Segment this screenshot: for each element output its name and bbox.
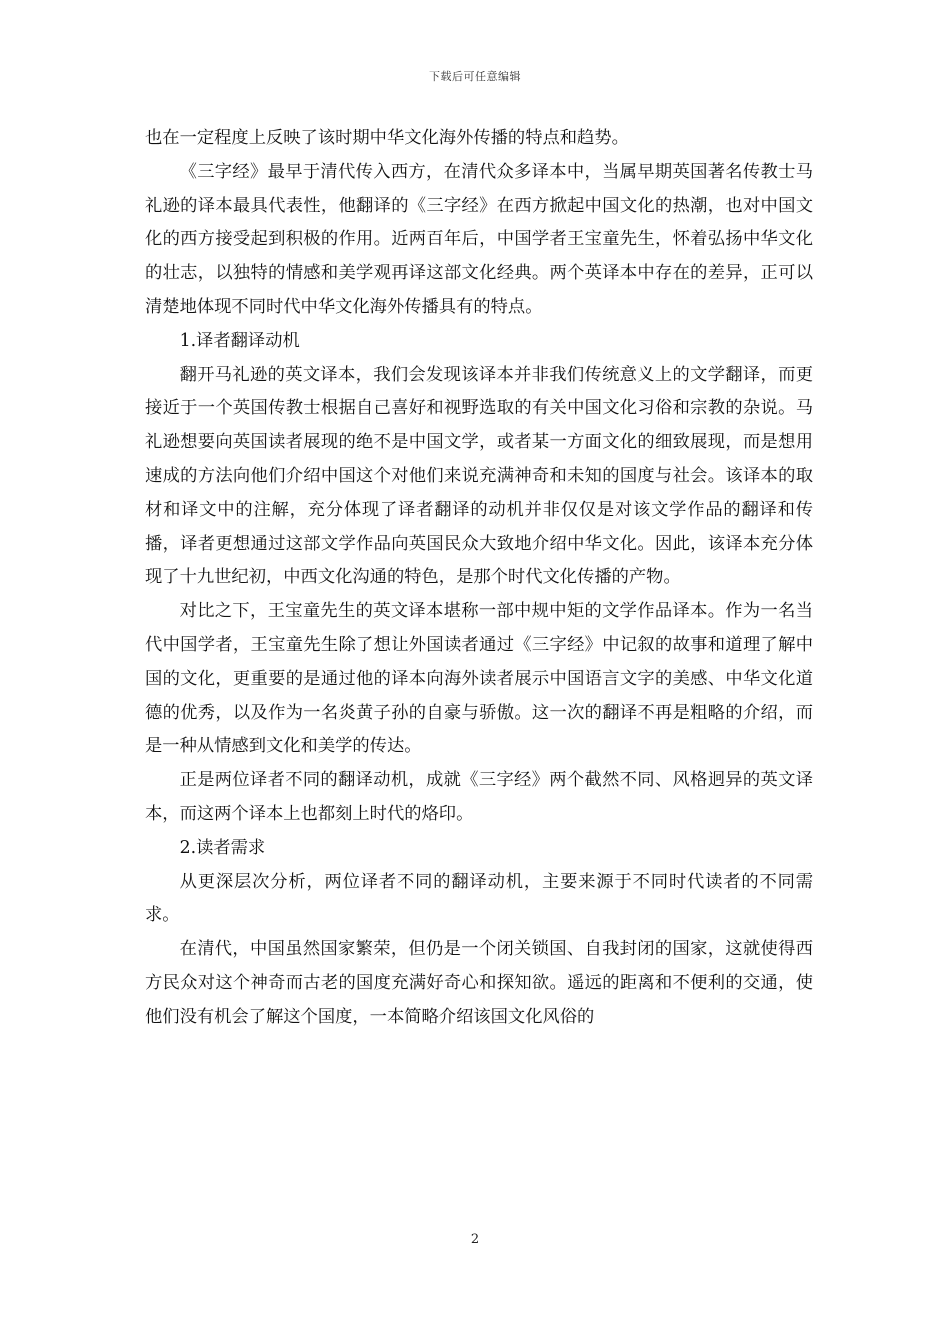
paragraph-intro: 《三字经》最早于清代传入西方，在清代众多译本中，当属早期英国著名传教士马礼逊的译本最具代表性，他翻译的《三字经》在西方掀起中国文化的热潮，也对中国文化的西方接受起到积极的作用。近两百年后，中国学者王宝童先生，怀着弘扬中华文化的壮志，以独特的情感和美学观再译这部文化经典。两个英译本中存在的差异，正可以清楚地体现不同时代中华文化海外传播具有的特点。 [145,161,813,317]
paragraph-reader-needs: 从更深层次分析，两位译者不同的翻译动机，主要来源于不同时代读者的不同需求。 [145,871,813,926]
page-number: 2 [470,1232,480,1247]
page-header: 下载后可任意编辑 [429,70,521,83]
paragraph-morrison-translation: 翻开马礼逊的英文译本，我们会发现该译本并非我们传统意义上的文学翻译，而更接近于一个英国传教士根据自己喜好和视野选取的有关中国文化习俗和宗教的杂说。马礼逊想要向英国读者展现的绝不是中国文学，或者某一方面文化的细致展现，而是想用速成的方法向他们介绍中国这个对他们来说充满神奇和未知的国度与社会。该译本的取材和译文中的注解，充分体现了译者翻译的动机并非仅仅是对该文学作品的翻译和传播，译者更想通过这部文学作品向英国民众大致地介绍中华文化。因此，该译本充分体现了十九世纪初，中西文化沟通的特色，是那个时代文化传播的产物。 [145,364,813,588]
document-body [145,122,813,1035]
section-heading-translator-motivation: 1.译者翻译动机 [179,330,300,351]
paragraph-wang-translation: 对比之下，王宝童先生的英文译本堪称一部中规中矩的文学作品译本。作为一名当代中国学者，王宝童先生除了想让外国读者通过《三字经》中记叙的故事和道理了解中国的文化，更重要的是通过他的译本向海外读者展示中国语言文字的美感、中华文化道德的优秀，以及作为一名炎黄子孙的自豪与骄傲。这一次的翻译不再是粗略的介绍，而是一种从情感到文化和美学的传达。 [145,601,813,757]
paragraph-qing-dynasty: 在清代，中国虽然国家繁荣，但仍是一个闭关锁国、自我封闭的国家，这就使得西方民众对这个神奇而古老的国度充满好奇心和探知欲。遥远的距离和不便利的交通，使他们没有机会了解这个国度，一本简略介绍该国文化风俗的 [145,939,813,1027]
paragraph-motivation-summary: 正是两位译者不同的翻译动机，成就《三字经》两个截然不同、风格迥异的英文译本，而这两个译本上也都刻上时代的烙印。 [145,770,813,824]
section-heading-reader-needs: 2.读者需求 [179,837,266,858]
paragraph-continuation: 也在一定程度上反映了该时期中华文化海外传播的特点和趋势。 [145,128,629,148]
